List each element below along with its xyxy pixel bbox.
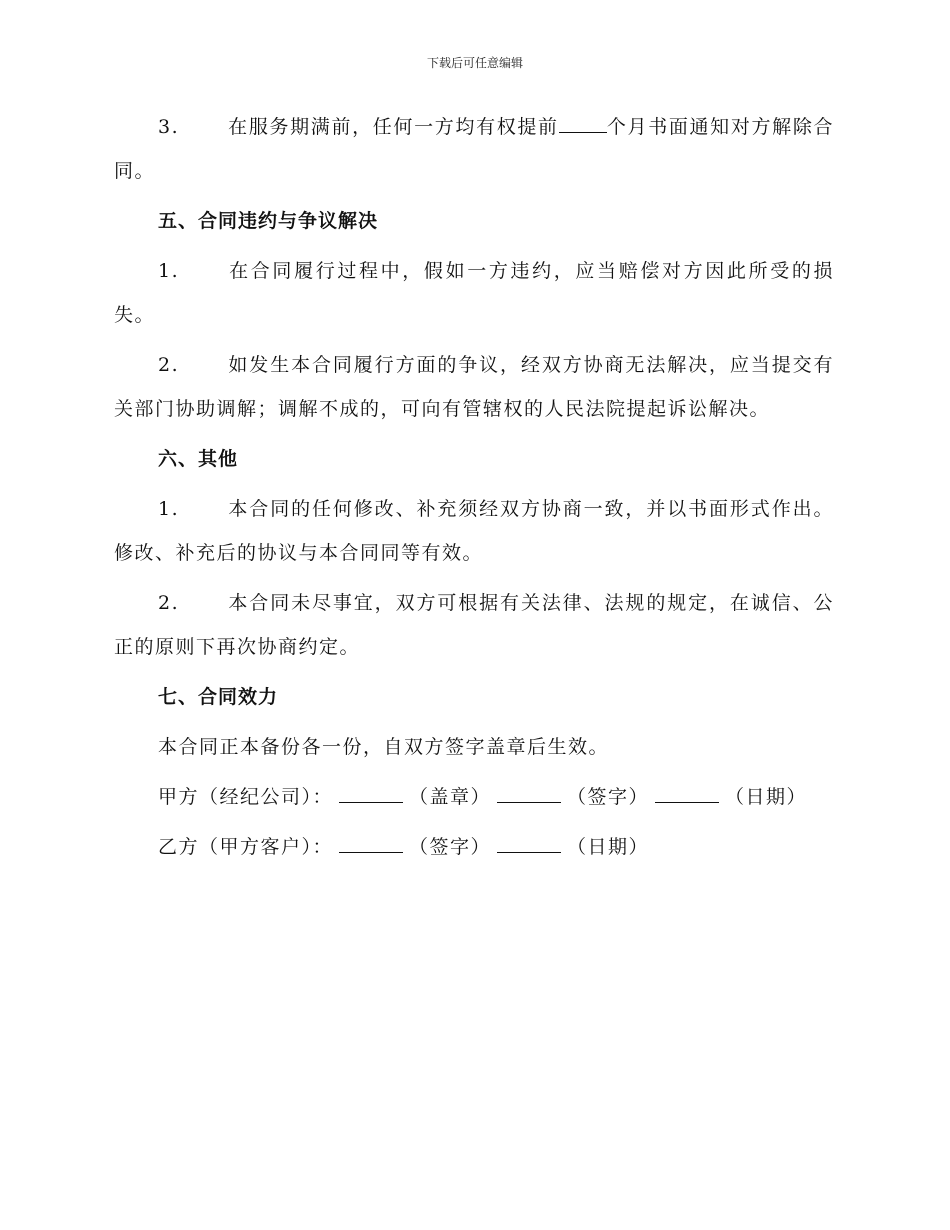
- seal-label: （盖章）: [409, 786, 492, 808]
- clause-text: 个月书面通知对方解除合同。: [114, 116, 834, 182]
- clause-number: 1.: [158, 260, 180, 282]
- section-title-7: 七、合同效力: [158, 686, 279, 708]
- clause-number: 2.: [158, 354, 180, 376]
- clause-number: 1.: [158, 498, 180, 520]
- fill-blank: [497, 851, 561, 853]
- signature-label: （签字）: [409, 836, 492, 858]
- signature-line-party-a: [114, 775, 834, 819]
- date-label: （日期）: [725, 786, 808, 808]
- clause-6-1: [114, 487, 834, 575]
- fill-blank: [559, 131, 607, 133]
- fill-blank: [339, 801, 403, 803]
- clause-text: 在服务期满前，任何一方均有权提前: [228, 116, 559, 138]
- clause-text: 本合同的任何修改、补充须经双方协商一致，并以书面形式作出。修改、补充后的协议与本合同同等有效。: [114, 498, 834, 564]
- clause-text: 在合同履行过程中，假如一方违约，应当赔偿对方因此所受的损失。: [114, 260, 834, 326]
- clause-text: 本合同未尽事宜，双方可根据有关法律、法规的规定，在诚信、公正的原则下再次协商约定。: [114, 592, 834, 658]
- clause-number: 2.: [158, 592, 180, 614]
- clause-5-2: [114, 343, 834, 431]
- document-body: [114, 105, 834, 875]
- clause-7-text: 本合同正本备份各一份，自双方签字盖章后生效。: [158, 736, 610, 758]
- date-label: （日期）: [567, 836, 650, 858]
- clause-text: 如发生本合同履行方面的争议，经双方协商无法解决，应当提交有关部门协助调解；调解不成的，可向有管辖权的人民法院提起诉讼解决。: [114, 354, 834, 420]
- section-title-6: 六、其他: [158, 448, 239, 470]
- fill-blank: [655, 801, 719, 803]
- fill-blank: [339, 851, 403, 853]
- clause-4-3: [114, 105, 834, 193]
- clause-5-1: [114, 249, 834, 337]
- party-a-label: 甲方（经纪公司）：: [158, 786, 334, 808]
- clause-6-2: [114, 581, 834, 669]
- clause-number: 3.: [158, 116, 180, 138]
- section-title-5: 五、合同违约与争议解决: [158, 210, 379, 232]
- party-b-label: 乙方（甲方客户）：: [158, 836, 334, 858]
- page-header: 下载后可任意编辑: [426, 56, 523, 70]
- signature-label: （签字）: [567, 786, 650, 808]
- signature-line-party-b: [114, 825, 834, 869]
- fill-blank: [497, 801, 561, 803]
